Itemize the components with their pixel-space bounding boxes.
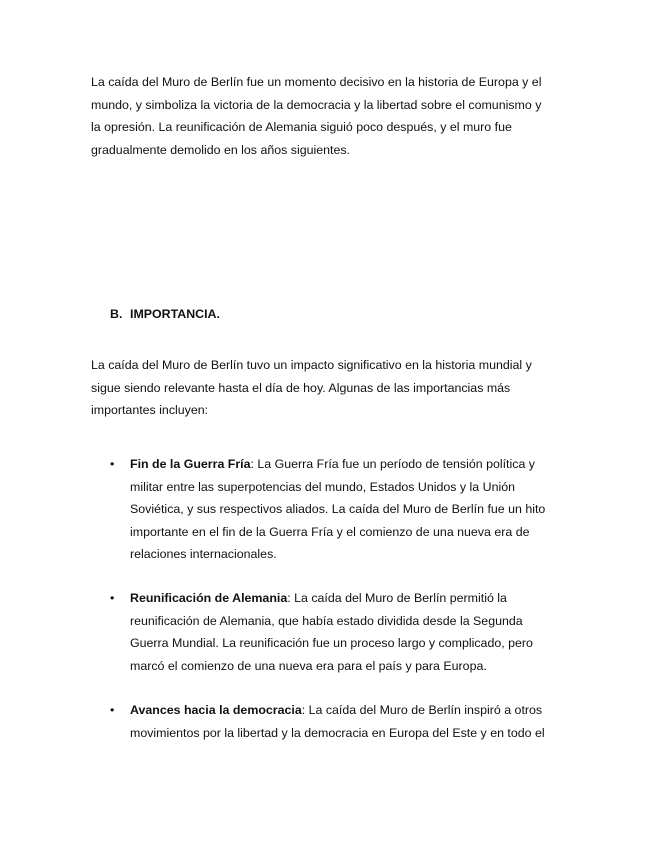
intro-line: gradualmente demolido en los años siguientes. xyxy=(91,142,350,157)
bullet-first-line xyxy=(130,587,570,610)
importance-intro-line: La caída del Muro de Berlín tuvo un impacto significativo en la historia mundial y xyxy=(91,358,532,372)
bullet-first-line xyxy=(130,699,570,722)
bullet-marker: • xyxy=(110,703,115,717)
bullet-text xyxy=(130,453,570,566)
intro-line: la opresión. La reunificación de Alemania siguió poco después, y el muro fue xyxy=(91,120,512,135)
importance-intro-line: importantes incluyen: xyxy=(91,403,209,418)
bullet-line: Guerra Mundial. La reunificación fue un proceso largo y complicado, pero xyxy=(130,636,533,651)
bullet-text xyxy=(130,587,570,677)
bullet-line: movimientos por la libertad y la democracia en Europa del Este y en todo el xyxy=(130,725,545,740)
section-title: IMPORTANCIA. xyxy=(130,307,220,321)
intro-line: mundo, y simboliza la victoria de la democracia y la libertad sobre el comunismo y xyxy=(91,97,542,112)
section-letter: B. xyxy=(110,307,123,321)
bullet-line: importante en el fin de la Guerra Fría y el comienzo de una nueva era de xyxy=(130,524,530,539)
bullet-title: Reunificación de Alemania xyxy=(130,591,288,605)
bullet-title: Avances hacia la democracia xyxy=(130,703,302,717)
bullet-line: reunificación de Alemania, que había estado dividida desde la Segunda xyxy=(130,613,523,628)
bullet-line: Soviética, y sus respectivos aliados. La caída del Muro de Berlín fue un hito xyxy=(130,502,546,517)
bullet-marker: • xyxy=(110,591,115,605)
bullet-first-line-rest: : La caída del Muro de Berlín inspiró a otros xyxy=(301,703,543,717)
bullet-line: marcó el comienzo de una nueva era para el país y para Europa. xyxy=(130,658,487,673)
section-heading xyxy=(110,304,220,324)
bullet-line: relaciones internacionales. xyxy=(130,547,277,562)
bullet-marker: • xyxy=(110,457,115,471)
intro-paragraph xyxy=(91,71,569,161)
bullet-first-line-rest: : La caída del Muro de Berlín permitió la xyxy=(287,591,507,605)
bullet-title: Fin de la Guerra Fría xyxy=(130,457,251,471)
importance-intro-paragraph xyxy=(91,354,569,422)
importance-intro-line: sigue siendo relevante hasta el día de hoy. Algunas de las importancias más xyxy=(91,380,511,395)
bullet-line: militar entre las superpotencias del mundo, Estados Unidos y la Unión xyxy=(130,479,515,494)
bullet-text xyxy=(130,699,570,744)
intro-line: La caída del Muro de Berlín fue un momento decisivo en la historia de Europa y el xyxy=(91,75,542,89)
bullet-first-line-rest: : La Guerra Fría fue un período de tensión política y xyxy=(250,457,535,471)
bullet-first-line xyxy=(130,453,570,476)
